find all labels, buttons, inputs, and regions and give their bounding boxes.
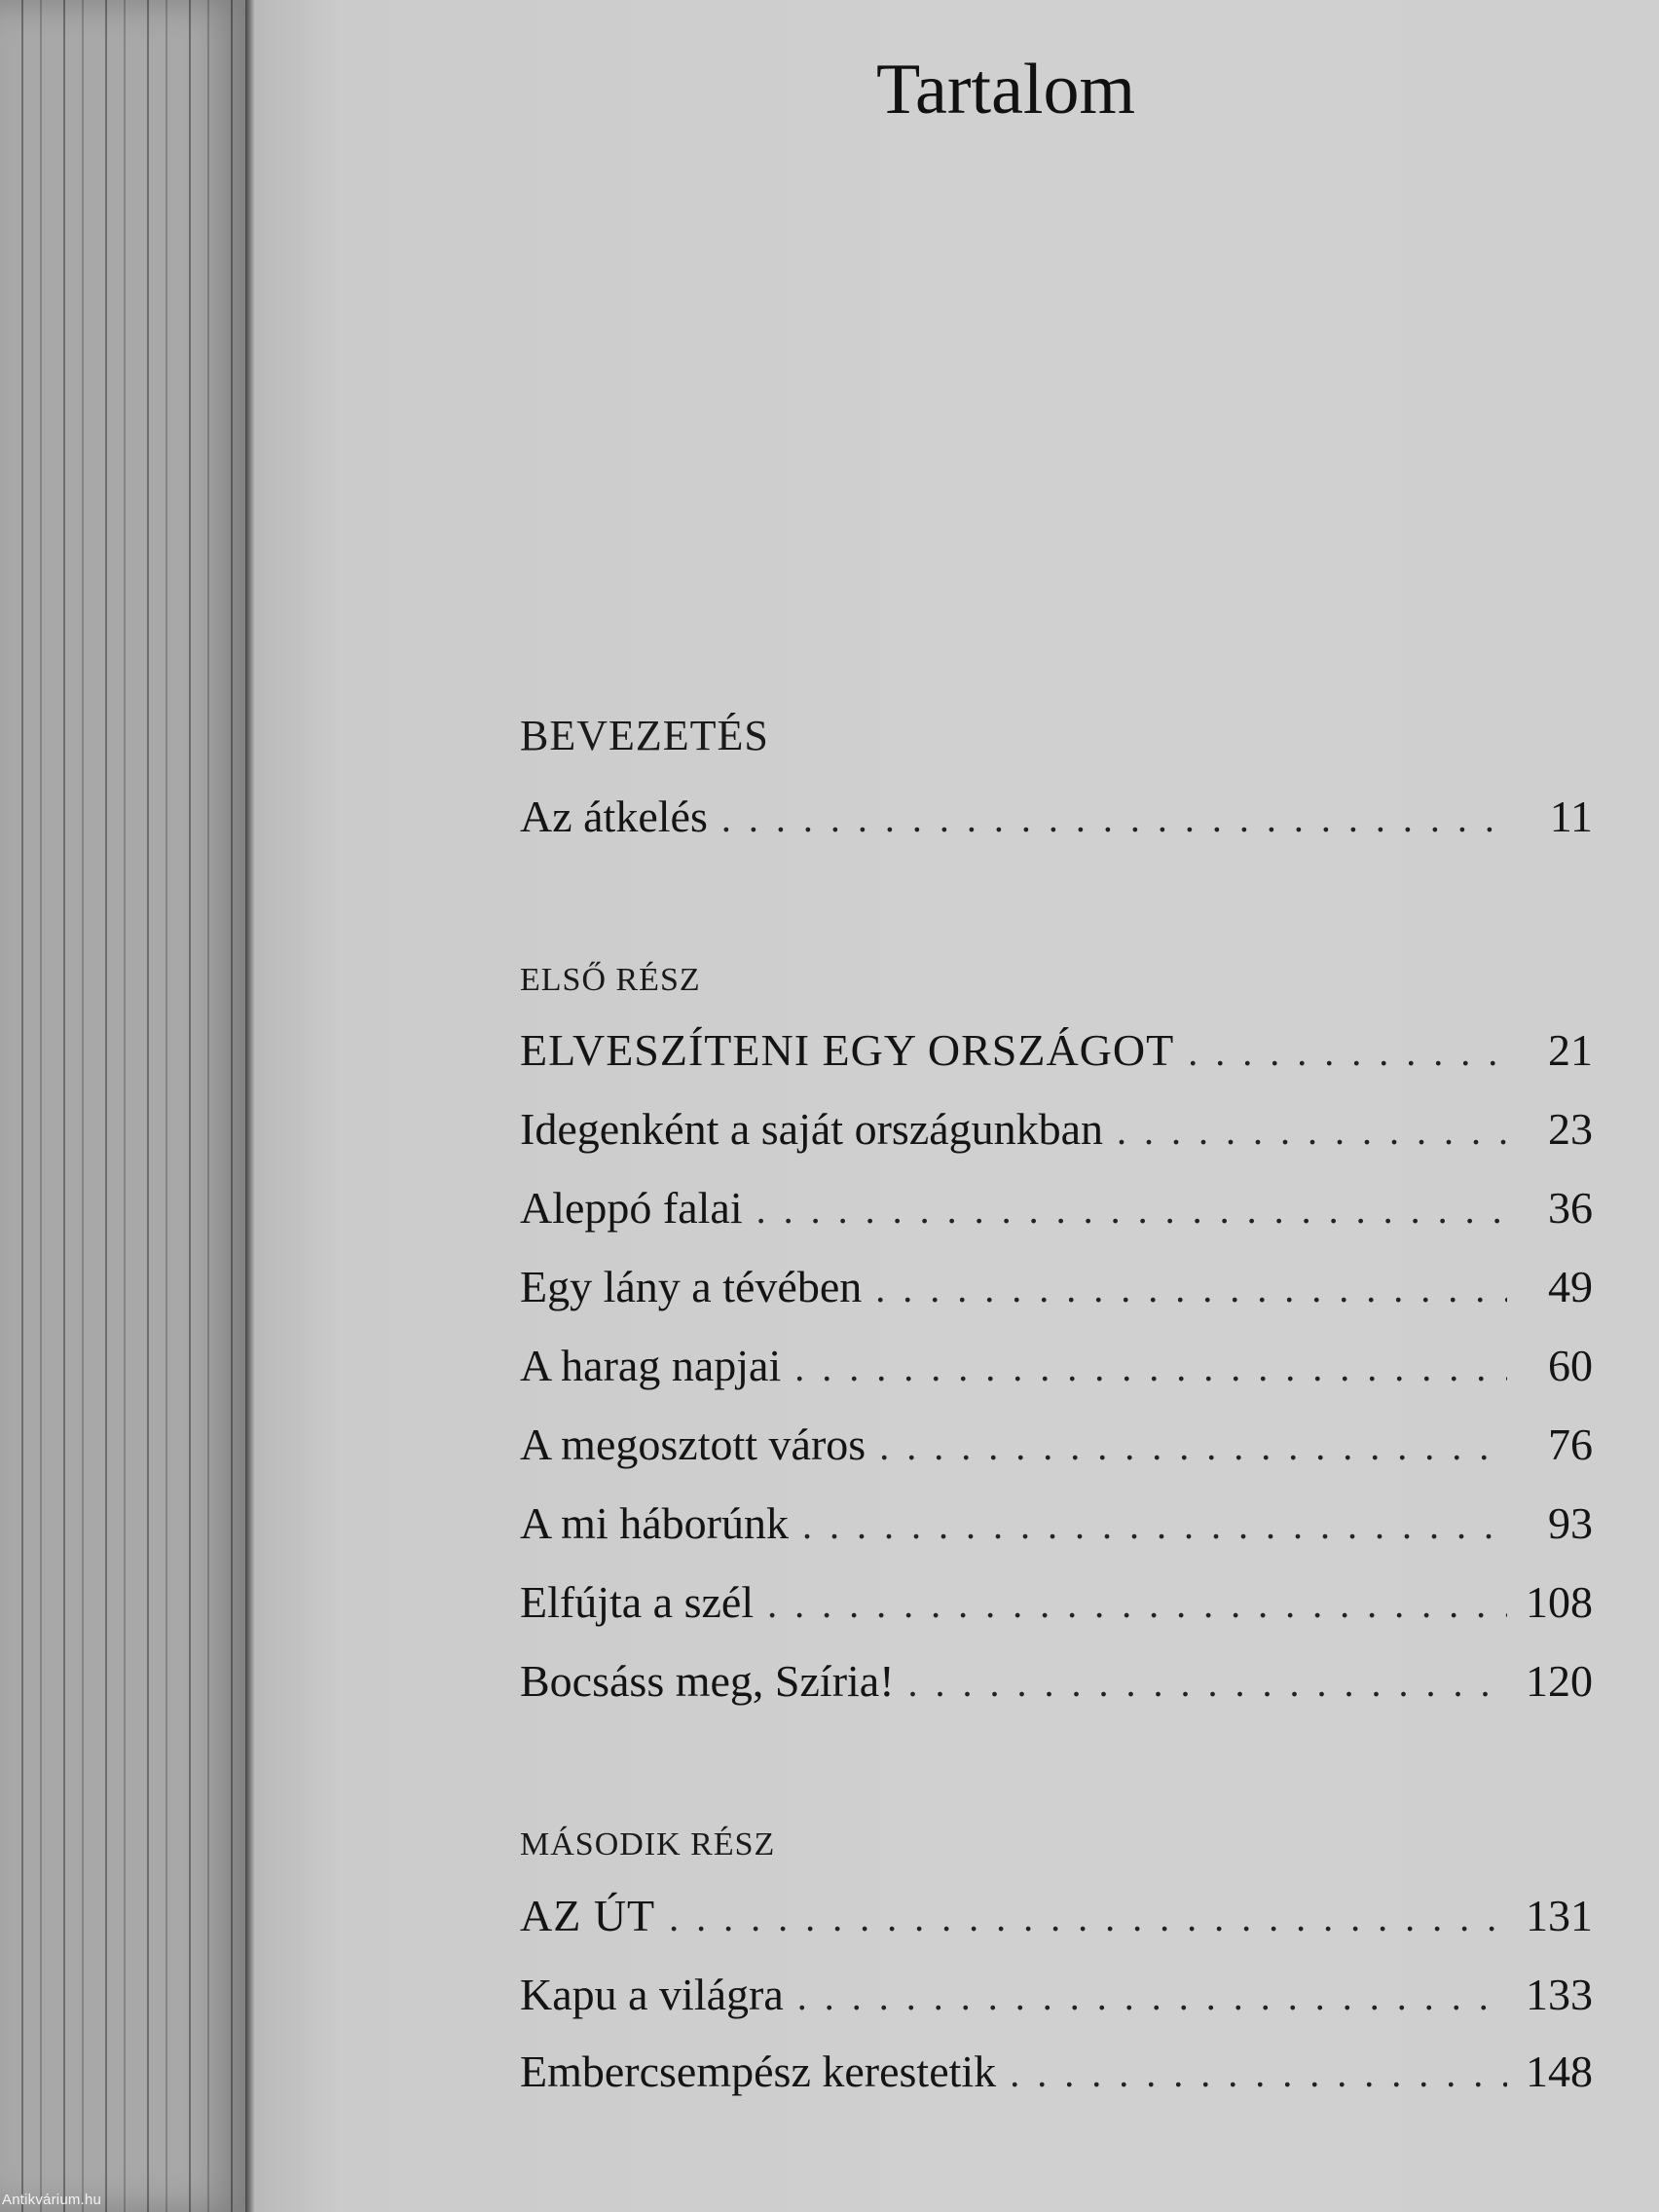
- page-title: Tartalom: [876, 50, 1136, 129]
- dot-leader: [875, 1266, 1507, 1311]
- part2-label: MÁSODIK RÉSZ: [520, 1826, 776, 1862]
- dot-leader: [1188, 1029, 1507, 1075]
- toc-entry-page: 60: [1548, 1341, 1593, 1390]
- toc-entry: [520, 1655, 1593, 1714]
- toc-entry: [520, 1103, 1593, 1161]
- toc-entry: [520, 1969, 1593, 2027]
- toc-entry-page: 131: [1526, 1891, 1593, 1940]
- toc-entry-page: 133: [1526, 1970, 1593, 2019]
- part2-heading-entry: [520, 1890, 1593, 1948]
- toc-entry-page: 120: [1526, 1656, 1593, 1706]
- toc-entry-title: A mi háborúnk: [520, 1498, 789, 1548]
- toc-entry: [520, 1576, 1593, 1635]
- toc-entry: [520, 791, 1593, 849]
- dot-leader: [879, 1423, 1507, 1469]
- toc-entry-page: 93: [1548, 1498, 1593, 1548]
- dot-leader: [1117, 1108, 1507, 1154]
- page-gutter: [245, 0, 255, 2212]
- toc-entry-title: Kapu a világra: [520, 1970, 784, 2019]
- toc-entry: [520, 2046, 1593, 2104]
- toc-entry: [520, 1497, 1593, 1556]
- toc-entry-page: 148: [1526, 2046, 1593, 2096]
- toc-entry: [520, 1261, 1593, 1319]
- dot-leader: [756, 1187, 1507, 1233]
- toc-entry-title: Embercsempész kerestetik: [520, 2046, 997, 2096]
- dot-leader: [721, 795, 1507, 841]
- toc-entry-page: 23: [1548, 1104, 1593, 1154]
- toc-entry-page: 108: [1526, 1577, 1593, 1627]
- toc-entry: [520, 1340, 1593, 1398]
- book-cover-spine: [0, 0, 251, 2212]
- toc-entry-page: 49: [1548, 1262, 1593, 1311]
- dot-leader: [908, 1660, 1507, 1706]
- toc-entry-page: 21: [1548, 1025, 1593, 1075]
- toc-entry-page: 11: [1549, 792, 1593, 841]
- part1-heading-entry: [520, 1024, 1593, 1083]
- watermark-text: Antikvárium.hu: [2, 2192, 102, 2208]
- dot-leader: [802, 1502, 1507, 1548]
- toc-entry-title: A megosztott város: [520, 1419, 866, 1469]
- toc-entry-title: A harag napjai: [520, 1341, 782, 1390]
- toc-entry-title: Elfújta a szél: [520, 1577, 755, 1627]
- toc-entry-title: Aleppó falai: [520, 1183, 743, 1233]
- toc-entry: [520, 1419, 1593, 1477]
- toc-entry-title: Bocsáss meg, Szíria!: [520, 1656, 895, 1706]
- dot-leader: [797, 1973, 1507, 2019]
- toc-entry: [520, 1182, 1593, 1240]
- part1-label: ELSŐ RÉSZ: [520, 962, 701, 998]
- toc-entry-title: Az átkelés: [520, 792, 708, 841]
- toc-entry-title: AZ ÚT: [520, 1891, 656, 1940]
- dot-leader: [1010, 2050, 1507, 2096]
- toc-entry-title: Egy lány a tévében: [520, 1262, 863, 1311]
- dot-leader: [794, 1345, 1507, 1390]
- toc-entry-title: ELVESZÍTENI EGY ORSZÁGOT: [520, 1025, 1175, 1075]
- toc-entry-title: Idegenként a saját országunkban: [520, 1104, 1104, 1154]
- toc-entry-page: 36: [1548, 1183, 1593, 1233]
- intro-heading: BEVEZETÉS: [520, 712, 769, 759]
- dot-leader: [669, 1895, 1507, 1940]
- dot-leader: [767, 1581, 1507, 1627]
- toc-entry-page: 76: [1548, 1419, 1593, 1469]
